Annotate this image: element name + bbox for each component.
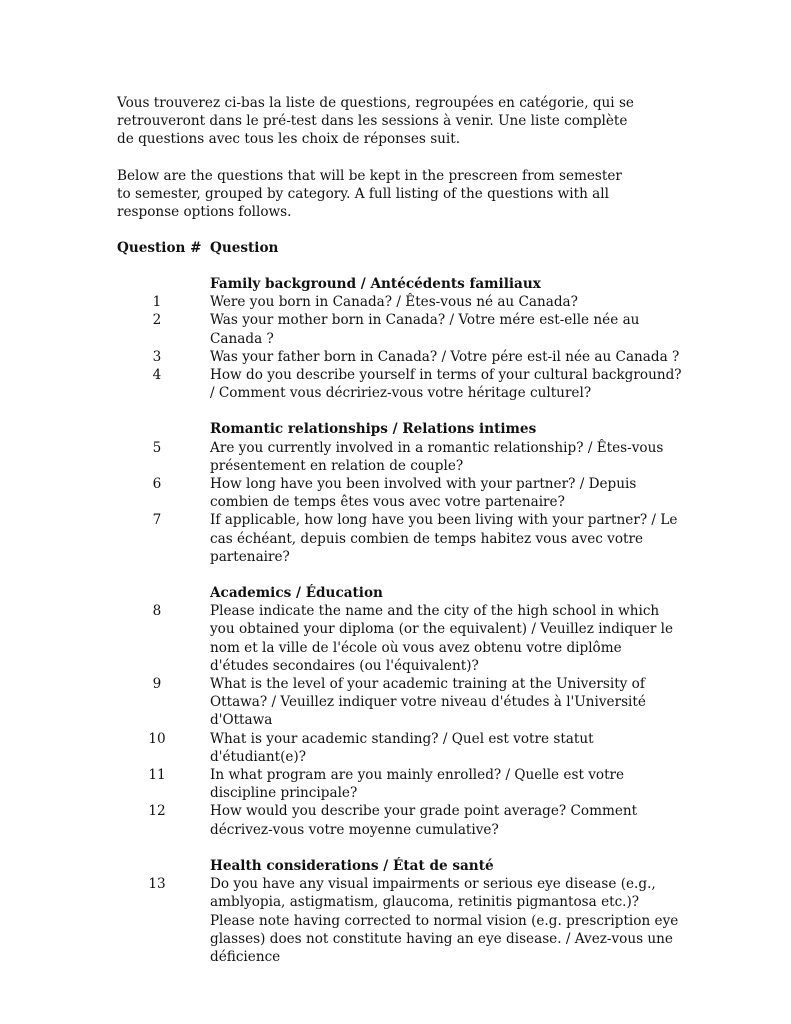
question-row <box>117 311 682 347</box>
question-number: 2 <box>152 312 162 329</box>
question-number: 4 <box>152 367 162 384</box>
question-text: What is your academic standing? / Quel est votre statut d'étudiant(e)? <box>210 730 594 765</box>
question-number: 11 <box>148 767 166 784</box>
section-title: Family background / Antécédents familiaux <box>210 276 541 292</box>
question-row <box>117 475 682 511</box>
question-text: How do you describe yourself in terms of your cultural background? / Comment vous décririez-vous votre héritage culturel? <box>210 367 682 402</box>
question-row <box>117 602 682 675</box>
question-text: Please indicate the name and the city of the high school in which you obtained your diploma (or the equivalent) / Veuillez indiquer le nom et la ville de l'école où vous avez obtenu votre diplôme d'études secondaires (ou l'équivalent)? <box>210 603 674 674</box>
intro-paragraph-english: Below are the questions that will be kept in the prescreen from semester to semester, grouped by category. A full listing of the questions with all response options follows. <box>117 168 622 221</box>
question-text: How long have you been involved with your partner? / Depuis combien de temps êtes vous avec votre partenaire? <box>210 476 637 511</box>
question-row <box>117 675 682 730</box>
question-section <box>117 275 682 402</box>
question-number: 12 <box>148 803 166 820</box>
question-number: 3 <box>152 348 162 365</box>
question-row <box>117 802 682 838</box>
question-text: Are you currently involved in a romantic relationship? / Êtes-vous présentement en relation de couple? <box>210 439 664 474</box>
question-row <box>117 730 682 766</box>
question-row <box>117 293 682 311</box>
question-number: 9 <box>152 676 162 693</box>
question-text: Were you born in Canada? / Êtes-vous né au Canada? <box>210 294 578 311</box>
question-number: 7 <box>152 512 162 529</box>
question-sections <box>117 275 682 984</box>
question-number: 6 <box>152 476 162 493</box>
question-text: In what program are you mainly enrolled? / Quelle est votre discipline principale? <box>210 767 625 802</box>
question-row <box>117 511 682 566</box>
question-number: 8 <box>152 603 162 620</box>
question-text: Was your mother born in Canada? / Votre mére est-elle née au Canada ? <box>210 312 640 347</box>
header-question-number: Question # <box>117 240 202 256</box>
section-title: Health considerations / État de santé <box>210 857 494 874</box>
question-number: 10 <box>148 730 166 747</box>
question-text: Was your father born in Canada? / Votre pére est-il née au Canada ? <box>210 348 680 365</box>
section-title: Academics / Éducation <box>210 585 383 602</box>
intro-paragraph-french: Vous trouverez ci-bas la liste de questions, regroupées en catégorie, qui se retrouveront dans le pré-test dans les sessions à venir. Une liste complète de questions avec tous les choix de réponses suit. <box>117 95 634 148</box>
question-section <box>117 857 682 966</box>
question-text: What is the level of your academic training at the University of Ottawa? / Veuillez indiquer votre niveau d'études à l'Université d'Ottawa <box>210 676 646 729</box>
question-row <box>117 348 682 366</box>
question-text: If applicable, how long have you been living with your partner? / Le cas échéant, depuis combien de temps habitez vous avec votre partenaire? <box>210 512 678 565</box>
question-row <box>117 875 682 966</box>
header-question: Question <box>210 240 279 256</box>
question-section <box>117 584 682 839</box>
section-title: Romantic relationships / Relations intimes <box>210 421 537 438</box>
question-text: How would you describe your grade point average? Comment décrivez-vous votre moyenne cumulative? <box>210 803 638 838</box>
question-number: 13 <box>148 876 166 893</box>
question-row <box>117 439 682 475</box>
question-text: Do you have any visual impairments or serious eye disease (e.g., amblyopia, astigmatism, glaucoma, retinitis pigmantosa etc.)? Please note having corrected to normal vision (e.g. prescription eye glasses) does not constitute having an eye disease. / Avez-vous une déficience <box>210 876 679 965</box>
question-section <box>117 420 682 566</box>
question-number: 1 <box>152 294 162 311</box>
question-row <box>117 366 682 402</box>
question-number: 5 <box>152 439 162 456</box>
question-row <box>117 766 682 802</box>
